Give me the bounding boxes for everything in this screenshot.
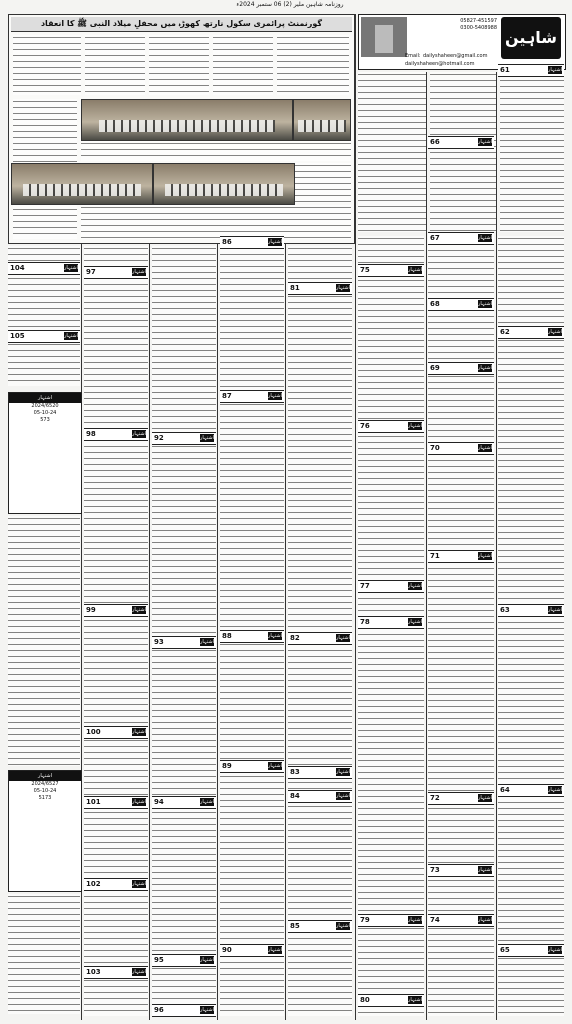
sidebox-2-line: 05-10-24: [33, 788, 57, 794]
email-2: dailyshaheen@hotmail.com: [405, 61, 475, 67]
notice-tag: اشتہار: [408, 583, 422, 589]
notice-bar: [288, 282, 352, 295]
col-b-text: [84, 246, 148, 1016]
notice-number: 77: [360, 582, 370, 590]
notice-tag: اشتہار: [408, 423, 422, 429]
notice-tag: اشتہار: [268, 633, 282, 639]
col-e-text: [288, 246, 352, 1016]
notice-number: 69: [430, 364, 440, 372]
lead-text-5: [277, 35, 349, 95]
email-1: dailyshaheen@gmail.com: [423, 53, 488, 59]
notice-sidebox-1: [8, 392, 82, 514]
notice-bar: [220, 760, 284, 773]
notice-number: 105: [10, 332, 25, 340]
column-rule: [81, 244, 82, 1020]
notice-number: 68: [430, 300, 440, 308]
column-rule: [355, 14, 356, 1020]
notice-number: 84: [290, 792, 300, 800]
notice-tag: اشتہار: [200, 639, 214, 645]
notice-number: 82: [290, 634, 300, 642]
notice-tag: اشتہار: [408, 917, 422, 923]
notice-number: 73: [430, 866, 440, 874]
sidebox-1-header: اشتہار: [9, 393, 81, 403]
notice-number: 102: [86, 880, 101, 888]
notice-sidebox-2: [8, 770, 82, 892]
notice-bar: [220, 390, 284, 403]
notice-tag: اشتہار: [548, 947, 562, 953]
col-a-text-bottom: [8, 894, 80, 1014]
notice-bar: [288, 790, 352, 803]
notice-bar: [428, 298, 494, 311]
notice-tag: اشتہار: [132, 729, 146, 735]
masthead-photo: [361, 17, 407, 57]
notice-bar: [498, 604, 564, 617]
column-rule: [426, 72, 427, 1020]
notice-tag: اشتہار: [268, 239, 282, 245]
notice-tag: اشتہار: [200, 1007, 214, 1013]
notice-tag: اشتہار: [132, 269, 146, 275]
notice-bar: [288, 766, 352, 779]
lead-photo-4: [153, 163, 295, 205]
sidebox-2-line: 2024/6527: [31, 781, 59, 787]
notice-number: 93: [154, 638, 164, 646]
sidebox-1-line: 573: [40, 417, 50, 423]
notice-bar: [428, 442, 494, 455]
notice-bar: [8, 330, 80, 343]
notice-tag: اشتہار: [478, 445, 492, 451]
notice-number: 98: [86, 430, 96, 438]
notice-number: 100: [86, 728, 101, 736]
notice-number: 62: [500, 328, 510, 336]
notice-tag: اشتہار: [478, 795, 492, 801]
notice-bar: [84, 604, 148, 617]
notice-bar: [220, 630, 284, 643]
notice-bar: [428, 864, 494, 877]
notice-bar: [498, 944, 564, 957]
notice-number: 94: [154, 798, 164, 806]
notice-number: 97: [86, 268, 96, 276]
notice-number: 80: [360, 996, 370, 1004]
notice-tag: اشتہار: [336, 769, 350, 775]
notice-tag: اشتہار: [478, 301, 492, 307]
notice-number: 78: [360, 618, 370, 626]
notice-bar: [428, 914, 494, 927]
notice-tag: اشتہار: [336, 793, 350, 799]
column-rule: [149, 244, 150, 1020]
newspaper-logo: شاہین: [501, 17, 561, 59]
notice-number: 103: [86, 968, 101, 976]
lead-text-8: [81, 205, 351, 239]
col-g-text: [428, 236, 494, 1016]
notice-tag: اشتہار: [408, 997, 422, 1003]
col-h-text: [498, 236, 564, 1016]
sidebox-2-line: 5173: [38, 795, 52, 801]
notice-bar: [288, 920, 352, 933]
column-rule: [285, 244, 286, 1020]
notice-tag: اشتہار: [408, 267, 422, 273]
notice-number: 85: [290, 922, 300, 930]
notice-bar: [152, 796, 216, 809]
notice-tag: اشتہار: [548, 329, 562, 335]
notice-number: 61: [500, 66, 510, 74]
notice-tag: اشتہار: [336, 635, 350, 641]
notice-number: 87: [222, 392, 232, 400]
notice-tag: اشتہار: [200, 957, 214, 963]
notice-number: 71: [430, 552, 440, 560]
email-label: Email:: [405, 53, 421, 59]
notice-bar: [84, 428, 148, 441]
notice-tag: اشتہار: [478, 867, 492, 873]
column-rule: [496, 72, 497, 1020]
notice-tag: اشتہار: [336, 923, 350, 929]
notice-tag: اشتہار: [336, 285, 350, 291]
notice-number: 101: [86, 798, 101, 806]
right-text-1: [358, 72, 426, 232]
notice-bar: [220, 944, 284, 957]
email-block: [405, 51, 487, 67]
sidebox-1-line: 05-10-24: [33, 410, 57, 416]
notice-tag: اشتہار: [268, 393, 282, 399]
notice-bar: [152, 1004, 216, 1017]
notice-bar: [428, 136, 494, 149]
notice-bar: [288, 632, 352, 645]
lead-photo-2: [293, 99, 351, 141]
notice-number: 66: [430, 138, 440, 146]
notice-tag: اشتہار: [478, 365, 492, 371]
masthead-contact: [411, 18, 497, 32]
lead-text-3: [149, 35, 209, 95]
notice-number: 83: [290, 768, 300, 776]
notice-tag: اشتہار: [548, 787, 562, 793]
sidebox-2-header: اشتہار: [9, 771, 81, 781]
lead-story: [8, 14, 355, 244]
notice-tag: اشتہار: [64, 333, 78, 339]
masthead: [358, 14, 566, 70]
notice-tag: اشتہار: [200, 435, 214, 441]
notice-tag: اشتہار: [132, 799, 146, 805]
notice-number: 79: [360, 916, 370, 924]
col-c-text: [152, 246, 216, 1016]
notice-bar: [358, 616, 424, 629]
lead-headline: گورنمنٹ پرائمری سکول نارتھ کھوڑہ میں محفلِ میلاد النبی ﷺ کا انعقاد: [11, 17, 352, 32]
notice-number: 72: [430, 794, 440, 802]
notice-bar: [358, 264, 424, 277]
notice-number: 90: [222, 946, 232, 954]
notice-bar: [498, 326, 564, 339]
notice-number: 104: [10, 264, 25, 272]
phone-1: 05827-451597: [460, 18, 497, 24]
notice-bar: [428, 792, 494, 805]
notice-number: 95: [154, 956, 164, 964]
notice-number: 86: [222, 238, 232, 246]
notice-number: 70: [430, 444, 440, 452]
notice-number: 96: [154, 1006, 164, 1014]
notice-tag: اشتہار: [132, 607, 146, 613]
sidebox-1-line: 2024/6520: [31, 403, 59, 409]
lead-caption-text: [81, 141, 351, 161]
notice-tag: اشتہار: [478, 917, 492, 923]
dateline: روزنامہ شاہین ملیر (2) 06 ستمبر 2024ء: [236, 1, 344, 8]
column-rule: [217, 244, 218, 1020]
lead-text-1: [13, 35, 81, 95]
notice-bar: [428, 550, 494, 563]
notice-tag: اشتہار: [408, 619, 422, 625]
notice-bar: [84, 796, 148, 809]
notice-number: 89: [222, 762, 232, 770]
notice-bar: [498, 64, 564, 77]
notice-bar: [358, 580, 424, 593]
col-a-text-mid: [8, 516, 80, 766]
notice-bar: [84, 878, 148, 891]
right-text-2: [430, 72, 496, 232]
notice-number: 88: [222, 632, 232, 640]
notice-bar: [84, 266, 148, 279]
notice-tag: اشتہار: [268, 947, 282, 953]
notice-number: 74: [430, 916, 440, 924]
notice-number: 81: [290, 284, 300, 292]
notice-bar: [428, 232, 494, 245]
notice-number: 63: [500, 606, 510, 614]
right-text-3: [500, 72, 564, 232]
notice-tag: اشتہار: [548, 67, 562, 73]
notice-bar: [8, 262, 80, 275]
notice-number: 76: [360, 422, 370, 430]
lead-photo-3: [11, 163, 153, 205]
notice-tag: اشتہار: [478, 553, 492, 559]
lead-text-2: [85, 35, 145, 95]
notice-bar: [428, 362, 494, 375]
phone-2: 0300-5408988: [460, 25, 497, 31]
notice-tag: اشتہار: [132, 881, 146, 887]
notice-tag: اشتہار: [478, 139, 492, 145]
notice-tag: اشتہار: [64, 265, 78, 271]
lead-text-7: [295, 163, 351, 203]
notice-tag: اشتہار: [548, 607, 562, 613]
notice-bar: [220, 236, 284, 249]
notice-tag: اشتہار: [132, 431, 146, 437]
notice-number: 64: [500, 786, 510, 794]
notice-number: 67: [430, 234, 440, 242]
notice-number: 65: [500, 946, 510, 954]
lead-photo-1: [81, 99, 293, 141]
notice-bar: [84, 726, 148, 739]
notice-tag: اشتہار: [132, 969, 146, 975]
notice-tag: اشتہار: [478, 235, 492, 241]
notice-bar: [358, 914, 424, 927]
notice-bar: [152, 636, 216, 649]
notice-tag: اشتہار: [268, 763, 282, 769]
notice-bar: [152, 954, 216, 967]
notice-bar: [358, 420, 424, 433]
notice-number: 92: [154, 434, 164, 442]
notice-bar: [84, 966, 148, 979]
notice-bar: [152, 432, 216, 445]
notice-number: 99: [86, 606, 96, 614]
notice-tag: اشتہار: [200, 799, 214, 805]
notice-bar: [358, 994, 424, 1007]
lead-text-4: [213, 35, 273, 95]
notice-bar: [498, 784, 564, 797]
notice-number: 75: [360, 266, 370, 274]
